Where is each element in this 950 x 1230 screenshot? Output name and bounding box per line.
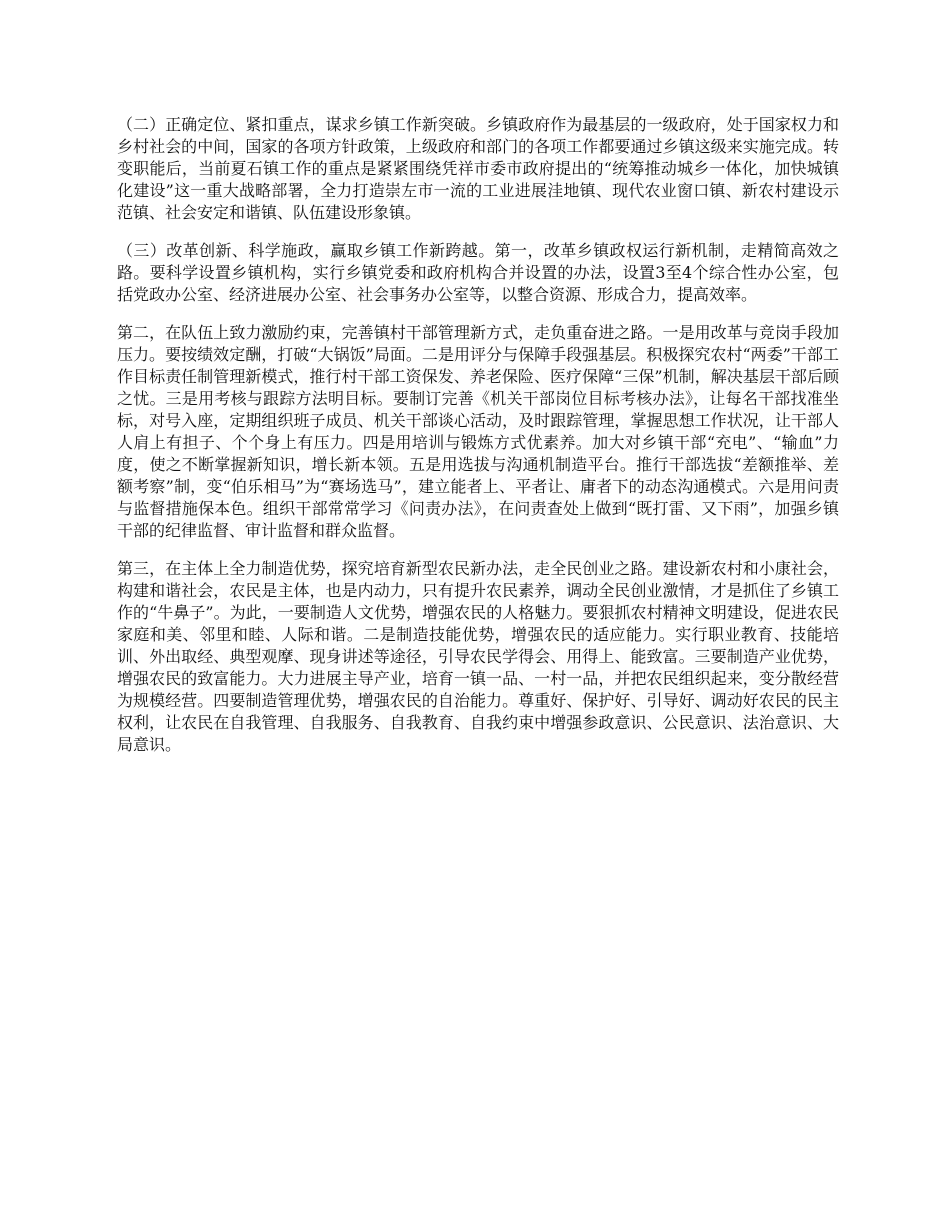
paragraph-third-point: 第三，在主体上全力制造优势，探究培育新型农民新办法，走全民创业之路。建设新农村和小康社会，构建和谐社会，农民是主体，也是内动力，只有提升农民素养，调动全民创业激情，才是抓住了乡镇工作的“牛鼻子”。为此，一要制造人文优势，增强农民的人格魅力。要狠抓农村精神文明建设，促进农民家庭和美、邻里和睦、人际和谐。二是制造技能优势，增强农民的适应能力。实行职业教育、技能培训、外出取经、典型观摩、现身讲述等途径，引导农民学得会、用得上、能致富。三要制造产业优势，增强农民的致富能力。大力进展主导产业，培育一镇一品、一村一品，并把农民组织起来，变分散经营为规模经营。四要制造管理优势，增强农民的自治能力。尊重好、保护好、引导好、调动好农民的民主权利，让农民在自我管理、自我服务、自我教育、自我约束中增强参政意识、公民意识、法治意识、大局意识。 (117, 559, 839, 754)
document-body (117, 114, 839, 772)
paragraph-section-3: （三）改革创新、科学施政，赢取乡镇工作新跨越。第一，改革乡镇政权运行新机制，走精简高效之路。要科学设置乡镇机构，实行乡镇党委和政府机构合并设置的办法，设置3至4个综合性办公室，包括党政办公室、经济进展办公室、社会事务办公室等，以整合资源、形成合力，提高效率。 (117, 241, 839, 304)
paragraph-section-2: （二）正确定位、紧扣重点，谋求乡镇工作新突破。乡镇政府作为最基层的一级政府，处于国家权力和乡村社会的中间，国家的各项方针政策，上级政府和部门的各项工作都要通过乡镇这级来实施完成。转变职能后，当前夏石镇工作的重点是紧紧围绕凭祥市委市政府提出的“统筹推动城乡一体化，加快城镇化建设”这一重大战略部署，全力打造崇左市一流的工业进展洼地镇、现代农业窗口镇、新农村建设示范镇、社会安定和谐镇、队伍建设形象镇。 (117, 115, 839, 222)
paragraph-second-point: 第二，在队伍上致力激励约束，完善镇村干部管理新方式，走负重奋进之路。一是用改革与竞岗手段加压力。要按绩效定酬，打破“大锅饭”局面。二是用评分与保障手段强基层。积极探究农村“两委”干部工作目标责任制管理新模式，推行村干部工资保发、养老保险、医疗保障“三保”机制，解决基层干部后顾之忧。三是用考核与跟踪方法明目标。要制订完善《机关干部岗位目标考核办法》，让每名干部找准坐标，对号入座，定期组织班子成员、机关干部谈心活动，及时跟踪管理，掌握思想工作状况，让干部人人肩上有担子、个个身上有压力。四是用培训与锻炼方式优素养。加大对乡镇干部“充电”、“输血”力度，使之不断掌握新知识，增长新本领。五是用选拔与沟通机制造平台。推行干部选拔“差额推举、差额考察”制，变“伯乐相马”为“赛场选马”，建立能者上、平者让、庸者下的动态沟通模式。六是用问责与监督措施保本色。组织干部常常学习《问责办法》，在问责查处上做到“既打雷、又下雨”，加强乡镇干部的纪律监督、审计监督和群众监督。 (117, 323, 839, 540)
